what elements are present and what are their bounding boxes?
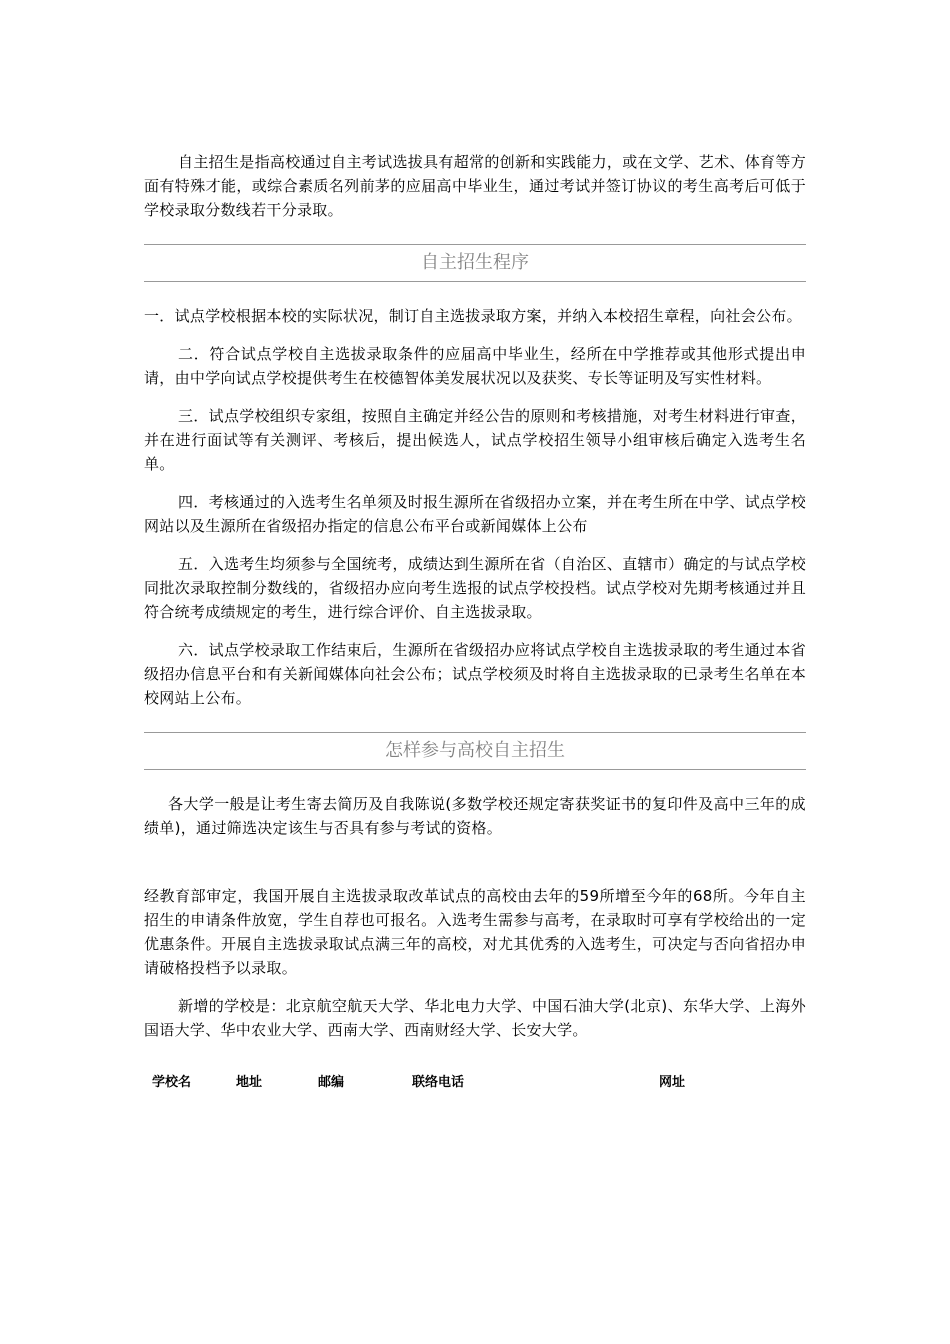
intro-paragraph: 自主招生是指高校通过自主考试选拔具有超常的创新和实践能力，或在文学、艺术、体育等方面有特殊才能，或综合素质名列前茅的应届高中毕业生，通过考试并签订协议的考生高考后可低于学校录取分数线若干分录取。 xyxy=(144,153,806,219)
procedure-item-2: 二．符合试点学校自主选拔录取条件的应届高中毕业生，经所在中学推荐或其他形式提出申请，由中学向试点学校提供考生在校德智体美发展状况以及获奖、专长等证明及写实性材料。 xyxy=(144,345,806,387)
procedure-item-5: 五．入选考生均须参与全国统考，成绩达到生源所在省（自治区、直辖市）确定的与试点学校同批次录取控制分数线的，省级招办应向考生选报的试点学校投档。试点学校对先期考核通过并且符合统考成绩规定的考生，进行综合评价、自主选拔录取。 xyxy=(144,555,806,621)
how-to-apply-paragraph-1: 各大学一般是让考生寄去简历及自我陈说(多数学校还规定寄获奖证书的复印件及高中三年的成绩单)，通过筛选决定该生与否具有参与考试的资格。 xyxy=(144,795,806,837)
procedure-item-3: 三．试点学校组织专家组，按照自主确定并经公告的原则和考核措施，对考生材料进行审查，并在进行面试等有关测评、考核后，提出候选人，试点学校招生领导小组审核后确定入选考生名单。 xyxy=(144,407,806,473)
header-school-name: 学校名 xyxy=(152,1074,192,1090)
procedure-item-1: 一．试点学校根据本校的实际状况，制订自主选拔录取方案，并纳入本校招生章程，向社会公布。 xyxy=(144,307,802,325)
procedure-item-6: 六．试点学校录取工作结束后，生源所在省级招办应将试点学校自主选拔录取的考生通过本省级招办信息平台和有关新闻媒体向社会公布；试点学校须及时将自主选拔录取的已录考生名单在本校网站上公布。 xyxy=(144,641,806,707)
section-title-procedure: 自主招生程序 xyxy=(144,244,806,282)
header-phone: 联络电话 xyxy=(412,1074,465,1090)
document-content xyxy=(144,150,806,1090)
school-table xyxy=(144,1070,806,1090)
section-title-how-to-apply: 怎样参与高校自主招生 xyxy=(144,732,806,770)
header-address: 地址 xyxy=(236,1074,263,1090)
how-to-apply-paragraph-2: 经教育部审定，我国开展自主选拔录取改革试点的高校由去年的59所增至今年的68所。今年自主招生的申请条件放宽，学生自荐也可报名。入选考生需参与高考，在录取时可享有学校给出的一定优惠条件。开展自主选拔录取试点满三年的高校，对尤其优秀的入选考生，可决定与否向省招办申请破格投档予以录取。 xyxy=(144,887,806,977)
school-table-header-row xyxy=(144,1070,806,1090)
header-website: 网址 xyxy=(659,1074,686,1090)
header-postcode: 邮编 xyxy=(318,1074,345,1090)
procedure-item-4: 四．考核通过的入选考生名单须及时报生源所在省级招办立案，并在考生所在中学、试点学校网站以及生源所在省级招办指定的信息公布平台或新闻媒体上公布 xyxy=(144,493,806,535)
new-schools-paragraph: 新增的学校是：北京航空航天大学、华北电力大学、中国石油大学(北京)、东华大学、上海外国语大学、华中农业大学、西南大学、西南财经大学、长安大学。 xyxy=(144,997,806,1039)
